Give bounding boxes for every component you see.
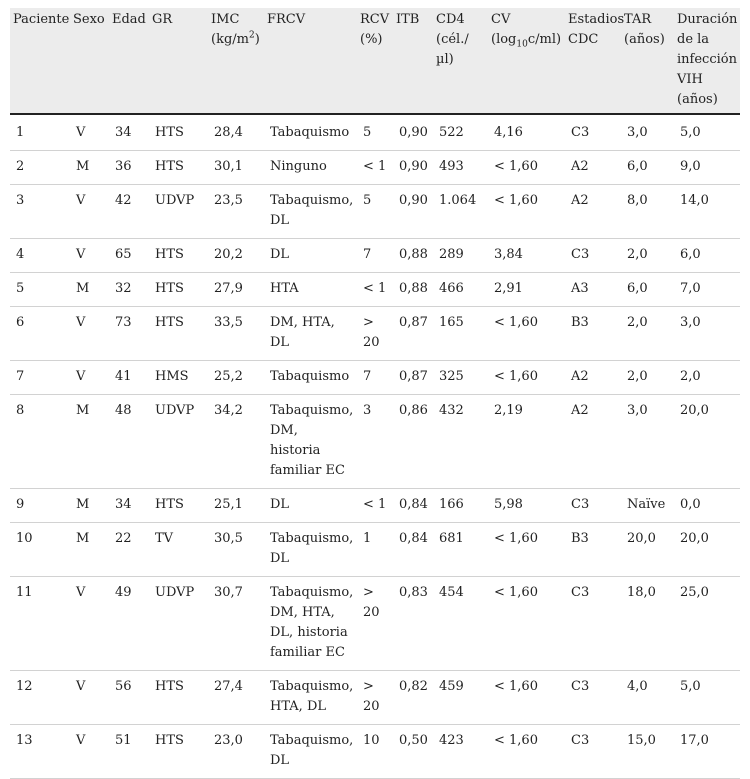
table-row [10,725,740,779]
cell-imc: 28,4 [208,114,264,151]
cell-sexo: M [70,523,109,577]
header-gr: GR [149,8,208,114]
cell-rcv: 5 [357,114,393,151]
cell-cv: 5,98 [488,489,565,523]
cell-sexo: V [70,239,109,273]
cell-duracion: 7,0 [674,273,740,307]
cell-cv: < 1,60 [488,671,565,725]
cell-estadio: C3 [565,239,621,273]
table-row [10,671,740,725]
cell-frcv: Tabaquismo, DM, historia familiar EC [264,395,357,489]
cell-cv: < 1,60 [488,577,565,671]
cell-itb: 0,90 [393,151,433,185]
cell-rcv: < 1 [357,273,393,307]
cell-sexo: V [70,577,109,671]
cell-estadio: C3 [565,577,621,671]
cell-itb: 0,86 [393,395,433,489]
cell-gr: HTS [149,151,208,185]
cell-sexo: V [70,114,109,151]
cell-estadio: C3 [565,489,621,523]
cell-cd4: 522 [433,114,488,151]
cell-paciente: 1 [10,114,70,151]
cell-cv: < 1,60 [488,361,565,395]
cell-rcv: < 1 [357,151,393,185]
cell-frcv: Ninguno [264,151,357,185]
table-row [10,489,740,523]
table-row [10,523,740,577]
cell-imc: 20,2 [208,239,264,273]
table-row [10,273,740,307]
cell-paciente: 10 [10,523,70,577]
cell-gr: HTS [149,114,208,151]
cell-imc: 25,1 [208,489,264,523]
cell-estadio: C3 [565,114,621,151]
cell-imc: 33,5 [208,307,264,361]
cell-edad: 65 [109,239,149,273]
header-sexo: Sexo [70,8,109,114]
header-tar: TAR (años) [621,8,674,114]
cell-paciente: 9 [10,489,70,523]
cell-duracion: 5,0 [674,114,740,151]
cell-duracion: 25,0 [674,577,740,671]
cell-gr: HTS [149,725,208,779]
header-paciente: Paciente [10,8,70,114]
cell-cd4: 493 [433,151,488,185]
cell-duracion: 20,0 [674,523,740,577]
cell-cv: < 1,60 [488,185,565,239]
cell-rcv: 7 [357,239,393,273]
header-imc: IMC $(kg/m^2)$ [208,8,264,114]
cell-paciente: 11 [10,577,70,671]
cell-sexo: V [70,361,109,395]
header-frcv: FRCV [264,8,357,114]
cell-cv: < 1,60 [488,523,565,577]
cell-paciente: 3 [10,185,70,239]
cell-sexo: M [70,489,109,523]
cell-edad: 42 [109,185,149,239]
cell-edad: 41 [109,361,149,395]
cell-cd4: 325 [433,361,488,395]
cell-duracion: 14,0 [674,185,740,239]
cell-tar: 3,0 [621,114,674,151]
cell-paciente: 12 [10,671,70,725]
cell-tar: 18,0 [621,577,674,671]
cell-estadio: B3 [565,307,621,361]
cell-sexo: V [70,671,109,725]
cell-cv: < 1,60 [488,307,565,361]
cell-duracion: 2,0 [674,361,740,395]
cell-tar: 2,0 [621,307,674,361]
table-row [10,395,740,489]
cell-cv: 2,19 [488,395,565,489]
cell-tar: 8,0 [621,185,674,239]
cell-gr: UDVP [149,185,208,239]
cell-frcv: DM, HTA, DL [264,307,357,361]
table-row [10,239,740,273]
header-duracion: Duración de la infección VIH (años) [674,8,740,114]
cell-tar: 6,0 [621,151,674,185]
cell-tar: Naïve [621,489,674,523]
cell-frcv: Tabaquismo, DM, HTA, DL, historia familiar EC [264,577,357,671]
cell-imc: 34,2 [208,395,264,489]
cell-cd4: 459 [433,671,488,725]
cell-paciente: 2 [10,151,70,185]
cell-rcv: 3 [357,395,393,489]
cell-tar: 6,0 [621,273,674,307]
cell-paciente: 13 [10,725,70,779]
cell-tar: 2,0 [621,239,674,273]
cell-imc: 30,7 [208,577,264,671]
cell-itb: 0,82 [393,671,433,725]
table-row [10,185,740,239]
cell-itb: 0,83 [393,577,433,671]
cell-cv: 4,16 [488,114,565,151]
table-row [10,114,740,151]
cell-rcv: > 20 [357,671,393,725]
cell-frcv: Tabaquismo, DL [264,523,357,577]
table-container [10,8,740,779]
table-row [10,151,740,185]
cell-itb: 0,88 [393,239,433,273]
cell-itb: 0,88 [393,273,433,307]
cell-frcv: HTA [264,273,357,307]
cell-edad: 56 [109,671,149,725]
cell-sexo: M [70,273,109,307]
cell-gr: HMS [149,361,208,395]
cell-duracion: 9,0 [674,151,740,185]
cell-duracion: 3,0 [674,307,740,361]
cell-frcv: Tabaquismo, HTA, DL [264,671,357,725]
cell-cd4: 1.064 [433,185,488,239]
cell-tar: 4,0 [621,671,674,725]
cell-imc: 23,0 [208,725,264,779]
cell-imc: 27,9 [208,273,264,307]
cell-paciente: 6 [10,307,70,361]
cell-estadio: A2 [565,395,621,489]
header-rcv: RCV (%) [357,8,393,114]
table-row [10,307,740,361]
cell-sexo: V [70,307,109,361]
cell-imc: 25,2 [208,361,264,395]
cell-frcv: DL [264,239,357,273]
cell-frcv: Tabaquismo, DL [264,725,357,779]
cell-cd4: 454 [433,577,488,671]
patients-table [10,8,740,779]
cell-tar: 15,0 [621,725,674,779]
cell-rcv: < 1 [357,489,393,523]
cell-edad: 51 [109,725,149,779]
cell-itb: 0,84 [393,523,433,577]
cell-imc: 30,1 [208,151,264,185]
cell-paciente: 4 [10,239,70,273]
cell-gr: HTS [149,273,208,307]
cell-cv: < 1,60 [488,725,565,779]
cell-gr: UDVP [149,395,208,489]
header-cv: CV $(\log_{10}c/ml)$ [488,8,565,114]
cell-cd4: 165 [433,307,488,361]
cell-sexo: V [70,725,109,779]
cell-edad: 73 [109,307,149,361]
header-edad: Edad [109,8,149,114]
cell-paciente: 8 [10,395,70,489]
cell-duracion: 20,0 [674,395,740,489]
cell-cd4: 681 [433,523,488,577]
cell-duracion: 0,0 [674,489,740,523]
cell-sexo: M [70,151,109,185]
cell-frcv: Tabaquismo [264,114,357,151]
cell-duracion: 5,0 [674,671,740,725]
cell-gr: HTS [149,671,208,725]
table-row [10,361,740,395]
cell-estadio: C3 [565,725,621,779]
cell-itb: 0,90 [393,114,433,151]
header-row [10,8,740,114]
cell-cv: 3,84 [488,239,565,273]
cell-estadio: C3 [565,671,621,725]
table-body [10,114,740,779]
cell-frcv: Tabaquismo, DL [264,185,357,239]
cell-tar: 20,0 [621,523,674,577]
cell-imc: 23,5 [208,185,264,239]
table-row [10,577,740,671]
cell-sexo: V [70,185,109,239]
cell-cd4: 423 [433,725,488,779]
cell-cd4: 289 [433,239,488,273]
cell-edad: 22 [109,523,149,577]
cell-edad: 48 [109,395,149,489]
cell-tar: 3,0 [621,395,674,489]
cell-rcv: 1 [357,523,393,577]
cell-cd4: 466 [433,273,488,307]
cell-gr: TV [149,523,208,577]
cell-gr: HTS [149,489,208,523]
header-itb: ITB [393,8,433,114]
cell-edad: 49 [109,577,149,671]
cell-paciente: 5 [10,273,70,307]
cell-edad: 36 [109,151,149,185]
cell-imc: 27,4 [208,671,264,725]
cell-edad: 32 [109,273,149,307]
cell-frcv: Tabaquismo [264,361,357,395]
cell-cd4: 166 [433,489,488,523]
cell-rcv: 5 [357,185,393,239]
cell-itb: 0,90 [393,185,433,239]
cell-cv: < 1,60 [488,151,565,185]
cell-rcv: > 20 [357,577,393,671]
cell-estadio: B3 [565,523,621,577]
cell-edad: 34 [109,489,149,523]
header-cd4: CD4 (cél./µl) [433,8,488,114]
cell-paciente: 7 [10,361,70,395]
cell-tar: 2,0 [621,361,674,395]
cell-itb: 0,50 [393,725,433,779]
cell-rcv: > 20 [357,307,393,361]
cell-estadio: A2 [565,185,621,239]
cell-itb: 0,84 [393,489,433,523]
cell-sexo: M [70,395,109,489]
header-estadios-cdc: Estadios CDC [565,8,621,114]
cell-duracion: 17,0 [674,725,740,779]
cell-cd4: 432 [433,395,488,489]
cell-itb: 0,87 [393,307,433,361]
cell-itb: 0,87 [393,361,433,395]
cell-rcv: 7 [357,361,393,395]
cell-cv: 2,91 [488,273,565,307]
cell-gr: HTS [149,239,208,273]
cell-edad: 34 [109,114,149,151]
cell-duracion: 6,0 [674,239,740,273]
cell-gr: UDVP [149,577,208,671]
cell-rcv: 10 [357,725,393,779]
cell-estadio: A3 [565,273,621,307]
cell-gr: HTS [149,307,208,361]
cell-imc: 30,5 [208,523,264,577]
cell-estadio: A2 [565,151,621,185]
cell-estadio: A2 [565,361,621,395]
cell-frcv: DL [264,489,357,523]
